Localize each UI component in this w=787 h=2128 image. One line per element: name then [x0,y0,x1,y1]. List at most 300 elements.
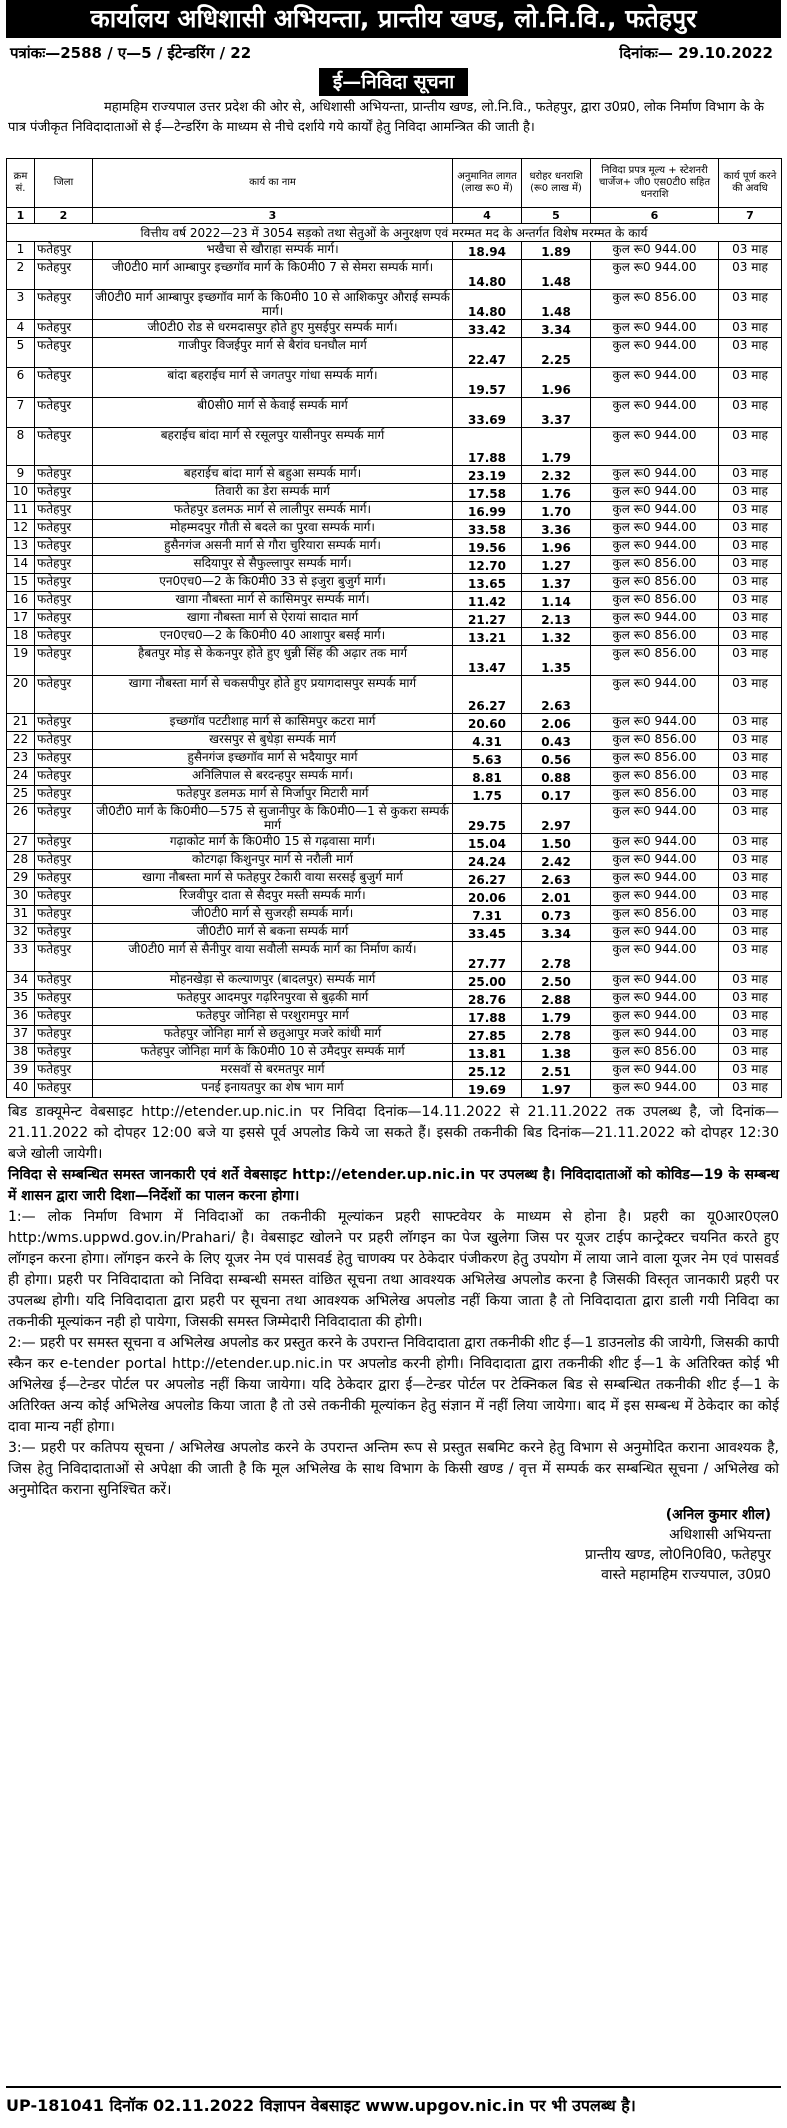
earnest-money-cell: 2.06 [522,714,591,732]
header-deposit: धरोहर धनराशि (रू0 लाख में) [522,159,591,208]
earnest-money-cell: 0.73 [522,906,591,924]
district-cell: फतेहपुर [35,786,93,804]
table-row [7,260,782,290]
completion-period-cell: 03 माह [719,484,782,502]
serial-number: 7 [7,398,35,428]
completion-period-cell: 03 माह [719,924,782,942]
district-cell: फतेहपुर [35,242,93,260]
table-row [7,320,782,338]
completion-period-cell: 03 माह [719,368,782,398]
earnest-money-cell: 1.79 [522,1008,591,1026]
completion-period-cell: 03 माह [719,990,782,1008]
work-name-cell: जी0टी0 मार्ग से सैनीपुर वाया सवौली सम्पर्क मार्ग का निर्माण कार्य। [93,942,453,972]
work-name-cell: इच्छगॉव पटटीशाह मार्ग से कासिमपुर कटरा मार्ग [93,714,453,732]
tender-fee-cell: कुल रू0 856.00 [591,574,719,592]
estimated-cost-cell: 12.70 [453,556,522,574]
work-name-cell: जी0टी0 मार्ग आम्बापुर इच्छगॉव मार्ग के कि0मी0 10 से आशिकपुर औराई सम्पर्क मार्ग। [93,290,453,320]
instruction-point-3: 3:— प्रहरी पर कतिपय सूचना / अभिलेख अपलोड करने के उपरान्त अन्तिम रूप से प्रस्तुत सबमिट करने हेतु विभाग से अनुमोदित कराना आवश्यक है, जिस हेतु निविदादाताओं से अपेक्षा की जाती है कि मूल अभिलेख के साथ विभाग के किसी खण्ड / वृत्त में सम्पर्क कर सम्बन्धित सूचना / अभिलेख को अनुमोदित कराना सुनिश्चित करें। [8,1440,779,1498]
tender-fee-cell: कुल रू0 944.00 [591,466,719,484]
tender-fee-cell: कुल रू0 944.00 [591,990,719,1008]
estimated-cost-cell: 29.75 [453,804,522,834]
work-name-cell: जी0टी0 मार्ग के कि0मी0—575 से सुजानीपुर के कि0मी0—1 से कुकरा सम्पर्क मार्ग [93,804,453,834]
letter-number: पत्रांकः—2588 / ए—5 / ईटेन्डरिंग / 22 [10,44,252,62]
serial-number: 27 [7,834,35,852]
serial-number: 20 [7,676,35,714]
table-row [7,290,782,320]
earnest-money-cell: 3.36 [522,520,591,538]
work-name-cell: फतेहपुर जोनिहा मार्ग के कि0मी0 10 से उमैदपुर सम्पर्क मार्ग [93,1044,453,1062]
completion-period-cell: 03 माह [719,1026,782,1044]
work-name-cell: बी0सी0 मार्ग से केवाई सम्पर्क मार्ग [93,398,453,428]
office-title-banner: कार्यालय अधिशासी अभियन्ता, प्रान्तीय खण्ड, लो.नि.वि., फतेहपुर [6,0,781,38]
column-number: 7 [719,208,782,224]
serial-number: 29 [7,870,35,888]
work-name-cell: कोटगढ़ा किशुनपुर मार्ग से नरौली मार्ग [93,852,453,870]
tender-fee-cell: कुल रू0 856.00 [591,628,719,646]
table-subheading-row [7,224,782,242]
work-name-cell: जी0टी0 मार्ग आम्बापुर इच्छगॉव मार्ग के कि0मी0 7 से सेमरा सम्पर्क मार्ग। [93,260,453,290]
district-cell: फतेहपुर [35,466,93,484]
work-name-cell: मोहम्मदपुर गौती से बदले का पुरवा सम्पर्क मार्ग। [93,520,453,538]
district-cell: फतेहपुर [35,502,93,520]
table-row [7,972,782,990]
estimated-cost-cell: 11.42 [453,592,522,610]
serial-number: 11 [7,502,35,520]
estimated-cost-cell: 17.58 [453,484,522,502]
earnest-money-cell: 1.96 [522,538,591,556]
work-name-cell: बहराईच बांदा मार्ग से बहुआ सम्पर्क मार्ग। [93,466,453,484]
serial-number: 25 [7,786,35,804]
serial-number: 30 [7,888,35,906]
notice-date: दिनांकः— 29.10.2022 [619,44,773,62]
serial-number: 9 [7,466,35,484]
estimated-cost-cell: 20.06 [453,888,522,906]
estimated-cost-cell: 15.04 [453,834,522,852]
district-cell: फतेहपुर [35,628,93,646]
work-name-cell: फतेहपुर डलमऊ मार्ग से मिर्जापुर मिटारी मार्ग [93,786,453,804]
table-row [7,852,782,870]
work-name-cell: फतेहपुर डलमऊ मार्ग से लालीपुर सम्पर्क मार्ग। [93,502,453,520]
estimated-cost-cell: 13.65 [453,574,522,592]
tender-fee-cell: कुल रू0 944.00 [591,610,719,628]
table-row [7,942,782,972]
completion-period-cell: 03 माह [719,556,782,574]
table-row [7,924,782,942]
estimated-cost-cell: 13.81 [453,1044,522,1062]
earnest-money-cell: 3.34 [522,924,591,942]
table-row [7,906,782,924]
tender-fee-cell: कुल रू0 944.00 [591,714,719,732]
district-cell: फतेहपुर [35,646,93,676]
signatory-office: प्रान्तीय खण्ड, लो0नि0वि0, फतेहपुर [584,1547,771,1563]
earnest-money-cell: 1.70 [522,502,591,520]
tender-fee-cell: कुल रू0 944.00 [591,260,719,290]
column-number-row [7,208,782,224]
district-cell: फतेहपुर [35,714,93,732]
tender-fee-cell: कुल रू0 944.00 [591,1080,719,1098]
column-number: 2 [35,208,93,224]
district-cell: फतेहपुर [35,484,93,502]
completion-period-cell: 03 माह [719,646,782,676]
district-cell: फतेहपुर [35,870,93,888]
tender-fee-cell: कुल रू0 856.00 [591,768,719,786]
table-row [7,428,782,466]
completion-period-cell: 03 माह [719,714,782,732]
serial-number: 31 [7,906,35,924]
work-name-cell: खागा नौबस्ता मार्ग से फतेहपुर टेकारी वाया सरसई बुजुर्ग मार्ग [93,870,453,888]
earnest-money-cell: 1.35 [522,646,591,676]
serial-number: 39 [7,1062,35,1080]
district-cell: फतेहपुर [35,906,93,924]
table-row [7,834,782,852]
estimated-cost-cell: 14.80 [453,290,522,320]
completion-period-cell: 03 माह [719,750,782,768]
completion-period-cell: 03 माह [719,870,782,888]
tender-fee-cell: कुल रू0 944.00 [591,1026,719,1044]
completion-period-cell: 03 माह [719,574,782,592]
work-name-cell: जी0टी0 रोड से धरमदासपुर होते हुए मुसईपुर सम्पर्क मार्ग। [93,320,453,338]
earnest-money-cell: 1.37 [522,574,591,592]
district-cell: फतेहपुर [35,520,93,538]
serial-number: 10 [7,484,35,502]
estimated-cost-cell: 28.76 [453,990,522,1008]
district-cell: फतेहपुर [35,428,93,466]
table-row [7,1080,782,1098]
tender-fee-cell: कुल रू0 944.00 [591,924,719,942]
table-row [7,786,782,804]
work-name-cell: हुसैनगंज असनी मार्ग से गौरा चुरियारा सम्पर्क मार्ग। [93,538,453,556]
work-name-cell: मरसवॉ से बरमतपुर मार्ग [93,1062,453,1080]
tender-fee-cell: कुल रू0 944.00 [591,1008,719,1026]
table-row [7,368,782,398]
work-name-cell: खागा नौबस्ता मार्ग से चकसपीपुर होते हुए प्रयागदासपुर सम्पर्क मार्ग [93,676,453,714]
serial-number: 5 [7,338,35,368]
estimated-cost-cell: 1.75 [453,786,522,804]
table-row [7,484,782,502]
district-cell: फतेहपुर [35,368,93,398]
estimated-cost-cell: 17.88 [453,1008,522,1026]
earnest-money-cell: 0.88 [522,768,591,786]
tender-fee-cell: कुल रू0 944.00 [591,888,719,906]
district-cell: फतेहपुर [35,538,93,556]
earnest-money-cell: 2.97 [522,804,591,834]
serial-number: 35 [7,990,35,1008]
table-row [7,556,782,574]
work-name-cell: भखैचा से खौराहा सम्पर्क मार्ग। [93,242,453,260]
estimated-cost-cell: 33.69 [453,398,522,428]
work-name-cell: बहराईच बांदा मार्ग से रसूलपुर यासीनपुर सम्पर्क मार्ग [93,428,453,466]
completion-period-cell: 03 माह [719,428,782,466]
district-cell: फतेहपुर [35,750,93,768]
table-row [7,1044,782,1062]
tender-fee-cell: कुल रू0 944.00 [591,538,719,556]
serial-number: 40 [7,1080,35,1098]
completion-period-cell: 03 माह [719,1044,782,1062]
completion-period-cell: 03 माह [719,320,782,338]
completion-period-cell: 03 माह [719,786,782,804]
district-cell: फतेहपुर [35,290,93,320]
tender-fee-cell: कुल रू0 944.00 [591,972,719,990]
serial-number: 14 [7,556,35,574]
tender-fee-cell: कुल रू0 856.00 [591,592,719,610]
table-row [7,1026,782,1044]
estimated-cost-cell: 22.47 [453,338,522,368]
tender-fee-cell: कुल रू0 944.00 [591,852,719,870]
reference-line [6,38,781,68]
earnest-money-cell: 1.96 [522,368,591,398]
district-cell: फतेहपुर [35,942,93,972]
serial-number: 17 [7,610,35,628]
district-cell: फतेहपुर [35,320,93,338]
tender-fee-cell: कुल रू0 856.00 [591,646,719,676]
completion-period-cell: 03 माह [719,1062,782,1080]
completion-period-cell: 03 माह [719,242,782,260]
district-cell: फतेहपुर [35,924,93,942]
district-cell: फतेहपुर [35,1080,93,1098]
serial-number: 4 [7,320,35,338]
serial-number: 22 [7,732,35,750]
estimated-cost-cell: 24.24 [453,852,522,870]
completion-period-cell: 03 माह [719,804,782,834]
work-name-cell: हैबतपुर मोड़ से केकनपुर होते हुए धुन्नी सिंह की अढ़ार तक मार्ग [93,646,453,676]
tender-fee-cell: कुल रू0 944.00 [591,398,719,428]
tender-fee-cell: कुल रू0 856.00 [591,290,719,320]
table-row [7,610,782,628]
header-district: जिला [35,159,93,208]
table-row [7,990,782,1008]
estimated-cost-cell: 5.63 [453,750,522,768]
earnest-money-cell: 0.43 [522,732,591,750]
notice-title-text: ई—निविदा सूचना [319,68,468,96]
earnest-money-cell: 3.34 [522,320,591,338]
work-name-cell: फतेहपुर जोनिहा से परशुरामपुर मार्ग [93,1008,453,1026]
estimated-cost-cell: 8.81 [453,768,522,786]
estimated-cost-cell: 27.85 [453,1026,522,1044]
earnest-money-cell: 1.38 [522,1044,591,1062]
earnest-money-cell: 1.76 [522,484,591,502]
column-number: 5 [522,208,591,224]
work-name-cell: खरसपुर से बुधेड़ा सम्पर्क मार्ग [93,732,453,750]
work-name-cell: पनई इनायतपुर का शेष भाग मार्ग [93,1080,453,1098]
completion-period-cell: 03 माह [719,502,782,520]
table-subheading: वित्तीय वर्ष 2022—23 में 3054 सड़को तथा सेतुओं के अनुरक्षण एवं मरम्मत मद के अन्तर्गत विशेष मरम्मत के कार्य [7,224,782,242]
earnest-money-cell: 2.78 [522,942,591,972]
tender-fee-cell: कुल रू0 944.00 [591,338,719,368]
completion-period-cell: 03 माह [719,888,782,906]
completion-period-cell: 03 माह [719,290,782,320]
district-cell: फतेहपुर [35,1062,93,1080]
estimated-cost-cell: 25.12 [453,1062,522,1080]
estimated-cost-cell: 13.47 [453,646,522,676]
header-fee: निविदा प्रपत्र मूल्य + स्टेशनरी चार्जेज+ जी0 एस0टी0 सहित धनराशि [591,159,719,208]
district-cell: फतेहपुर [35,834,93,852]
info-para: निविदा से सम्बन्धित समस्त जानकारी एवं शर्ते वेबसाइट http://etender.up.nic.in पर उपलब्ध है। निविदादाताओं को कोविड—19 के सम्बन्ध में शासन द्वारा जारी दिशा—निर्देशों का पालन करना होगा। [8,1167,779,1204]
tender-fee-cell: कुल रू0 944.00 [591,428,719,466]
tender-fee-cell: कुल रू0 856.00 [591,906,719,924]
district-cell: फतेहपुर [35,610,93,628]
table-row [7,1062,782,1080]
tender-fee-cell: कुल रू0 944.00 [591,834,719,852]
work-name-cell: फतेहपुर जोनिहा मार्ग से छतुआपुर मजरे कांधी मार्ग [93,1026,453,1044]
completion-period-cell: 03 माह [719,1008,782,1026]
tender-fee-cell: कुल रू0 944.00 [591,942,719,972]
work-name-cell: गढ़ाकोट मार्ग के कि0मी0 15 से गढ़वासा मार्ग। [93,834,453,852]
signatory-name: (अनिल कुमार शील) [665,1507,771,1523]
table-row [7,398,782,428]
table-row [7,714,782,732]
header-period: कार्य पूर्ण करने की अवधि [719,159,782,208]
earnest-money-cell: 2.78 [522,1026,591,1044]
tender-fee-cell: कुल रू0 856.00 [591,786,719,804]
work-name-cell: सदियापुर से सैफुल्लापुर सम्पर्क मार्ग। [93,556,453,574]
work-name-cell: जी0टी0 मार्ग से बकना सम्पर्क मार्ग [93,924,453,942]
signature-block [6,1505,781,1645]
tender-fee-cell: कुल रू0 944.00 [591,804,719,834]
table-row [7,732,782,750]
earnest-money-cell: 2.50 [522,972,591,990]
estimated-cost-cell: 33.58 [453,520,522,538]
work-name-cell: जी0टी0 मार्ग से सुजरही सम्पर्क मार्ग। [93,906,453,924]
tender-fee-cell: कुल रू0 856.00 [591,1044,719,1062]
estimated-cost-cell: 20.60 [453,714,522,732]
table-row [7,676,782,714]
work-name-cell: गाजीपुर विजईपुर मार्ग से बैरांव घनघौल मार्ग [93,338,453,368]
district-cell: फतेहपुर [35,1008,93,1026]
completion-period-cell: 03 माह [719,538,782,556]
serial-number: 1 [7,242,35,260]
tender-fee-cell: कुल रू0 856.00 [591,750,719,768]
intro-paragraph: महामहिम राज्यपाल उत्तर प्रदेश की ओर से, अधिशासी अभियन्ता, प्रान्तीय खण्ड, लो.नि.वि., फतेहपुर, द्वारा उ0प्र0, लोक निर्माण विभाग के के पात्र पंजीकृत निविदादाताओं से ई—टेन्डरिंग के माध्यम से नीचे दर्शाये गये कार्यों हेतु निविदा आमन्त्रित की जाती है। [8,100,765,135]
completion-period-cell: 03 माह [719,1080,782,1098]
district-cell: फतेहपुर [35,556,93,574]
column-number: 6 [591,208,719,224]
estimated-cost-cell: 18.94 [453,242,522,260]
tender-fee-cell: कुल रू0 856.00 [591,732,719,750]
table-row [7,804,782,834]
signatory-designation: अधिशासी अभियन्ता [669,1527,771,1543]
district-cell: फतेहपुर [35,1026,93,1044]
serial-number: 38 [7,1044,35,1062]
table-row [7,768,782,786]
district-cell: फतेहपुर [35,888,93,906]
bid-document-para: बिड डाक्यूमेन्ट वेबसाइट http://etender.up.nic.in पर निविदा दिनांक—14.11.2022 से 21.11.2022 तक उपलब्ध है, जो दिनांक—21.11.2022 को दोपहर 12:00 बजे या इससे पूर्व अपलोड किये जा सकते हैं। इसकी तकनीकी बिड दिनांक—21.11.2022 को दोपहर 12:30 बजे खोली जायेगी। [8,1104,779,1162]
estimated-cost-cell: 7.31 [453,906,522,924]
earnest-money-cell: 1.14 [522,592,591,610]
serial-number: 32 [7,924,35,942]
earnest-money-cell: 2.42 [522,852,591,870]
estimated-cost-cell: 21.27 [453,610,522,628]
estimated-cost-cell: 13.21 [453,628,522,646]
earnest-money-cell: 2.88 [522,990,591,1008]
table-row [7,466,782,484]
serial-number: 6 [7,368,35,398]
serial-number: 37 [7,1026,35,1044]
header-work: कार्य का नाम [93,159,453,208]
work-name-cell: रिजवीपुर दाता से सैदपुर मस्ती सम्पर्क मार्ग। [93,888,453,906]
estimated-cost-cell: 33.42 [453,320,522,338]
estimated-cost-cell: 19.56 [453,538,522,556]
work-name-cell: फतेहपुर आदमपुर गढ़रिनपुरवा से बुढ़की मार्ग [93,990,453,1008]
serial-number: 23 [7,750,35,768]
district-cell: फतेहपुर [35,592,93,610]
earnest-money-cell: 1.48 [522,260,591,290]
estimated-cost-cell: 27.77 [453,942,522,972]
district-cell: फतेहपुर [35,260,93,290]
tender-fee-cell: कुल रू0 944.00 [591,320,719,338]
serial-number: 8 [7,428,35,466]
tender-fee-cell: कुल रू0 944.00 [591,1062,719,1080]
district-cell: फतेहपुर [35,732,93,750]
table-row [7,520,782,538]
completion-period-cell: 03 माह [719,942,782,972]
work-name-cell: एन0एच0—2 के कि0मी0 40 आशापुर बसई मार्ग। [93,628,453,646]
tender-fee-cell: कुल रू0 944.00 [591,368,719,398]
table-row [7,628,782,646]
table-row [7,242,782,260]
serial-number: 16 [7,592,35,610]
table-row [7,750,782,768]
completion-period-cell: 03 माह [719,260,782,290]
tender-fee-cell: कुल रू0 944.00 [591,242,719,260]
serial-number: 12 [7,520,35,538]
earnest-money-cell: 1.48 [522,290,591,320]
table-row [7,574,782,592]
table-row [7,1008,782,1026]
serial-number: 26 [7,804,35,834]
work-name-cell: एन0एच0—2 के कि0मी0 33 से इजुरा बुजुर्ग मार्ग। [93,574,453,592]
earnest-money-cell: 1.79 [522,428,591,466]
table-row [7,338,782,368]
advertisement-footer: UP-181041 दिनॉक 02.11.2022 विज्ञापन वेबसाइट www.upgov.nic.in पर भी उपलब्ध है। [6,2086,781,2128]
work-name-cell: खागा नौबस्ता मार्ग से ऐरायां सादात मार्ग [93,610,453,628]
serial-number: 34 [7,972,35,990]
work-name-cell: अनिलिपाल से बरदन्हपुर सम्पर्क मार्ग। [93,768,453,786]
serial-number: 36 [7,1008,35,1026]
completion-period-cell: 03 माह [719,610,782,628]
district-cell: फतेहपुर [35,972,93,990]
work-name-cell: बांदा बहराईच मार्ग से जगतपुर गांधा सम्पर्क मार्ग। [93,368,453,398]
earnest-money-cell: 3.37 [522,398,591,428]
district-cell: फतेहपुर [35,398,93,428]
earnest-money-cell: 2.63 [522,870,591,888]
district-cell: फतेहपुर [35,852,93,870]
completion-period-cell: 03 माह [719,834,782,852]
tender-fee-cell: कुल रू0 944.00 [591,502,719,520]
earnest-money-cell: 1.32 [522,628,591,646]
completion-period-cell: 03 माह [719,676,782,714]
serial-number: 18 [7,628,35,646]
signatory-on-behalf: वास्ते महामहिम राज्यपाल, उ0प्र0 [601,1567,771,1583]
serial-number: 24 [7,768,35,786]
table-row [7,538,782,556]
serial-number: 19 [7,646,35,676]
earnest-money-cell: 1.97 [522,1080,591,1098]
earnest-money-cell: 2.51 [522,1062,591,1080]
earnest-money-cell: 2.25 [522,338,591,368]
tender-fee-cell: कुल रू0 944.00 [591,520,719,538]
instruction-point-2: 2:— प्रहरी पर समस्त सूचना व अभिलेख अपलोड कर प्रस्तुत करने के उपरान्त निविदादाता द्वारा तकनीकी शीट ई—1 डाउनलोड की जायेगी, जिसकी कापी स्कैन कर e-tender portal http://etender.up.nic.in पर अपलोड करनी होगी। निविदादाता द्वारा तकनीकी शीट ई—1 के अतिरिक्त कोई भी अभिलेख ई—टेन्डर पोर्टल पर अपलोड नहीं किया जायेगा। यदि ठेकेदार द्वारा ई—टेन्डर पोर्टल पर टेक्निकल बिड से सम्बन्धित तकनीकी शीट ई—1 के अतिरिक्त अन्य कोई अभिलेख अपलोड किया जाता है तो उसे तकनीकी मूल्यांकन हेतु संज्ञान में नहीं लिया जायेगा। बाद में इस सम्बन्ध में ठेकेदार का कोई दावा मान्य नहीं होगा। [8,1335,779,1435]
table-row [7,888,782,906]
completion-period-cell: 03 माह [719,466,782,484]
estimated-cost-cell: 25.00 [453,972,522,990]
work-name-cell: तिवारी का डेरा सम्पर्क मार्ग [93,484,453,502]
district-cell: फतेहपुर [35,338,93,368]
estimated-cost-cell: 19.57 [453,368,522,398]
earnest-money-cell: 1.27 [522,556,591,574]
completion-period-cell: 03 माह [719,628,782,646]
earnest-money-cell: 2.32 [522,466,591,484]
estimated-cost-cell: 23.19 [453,466,522,484]
